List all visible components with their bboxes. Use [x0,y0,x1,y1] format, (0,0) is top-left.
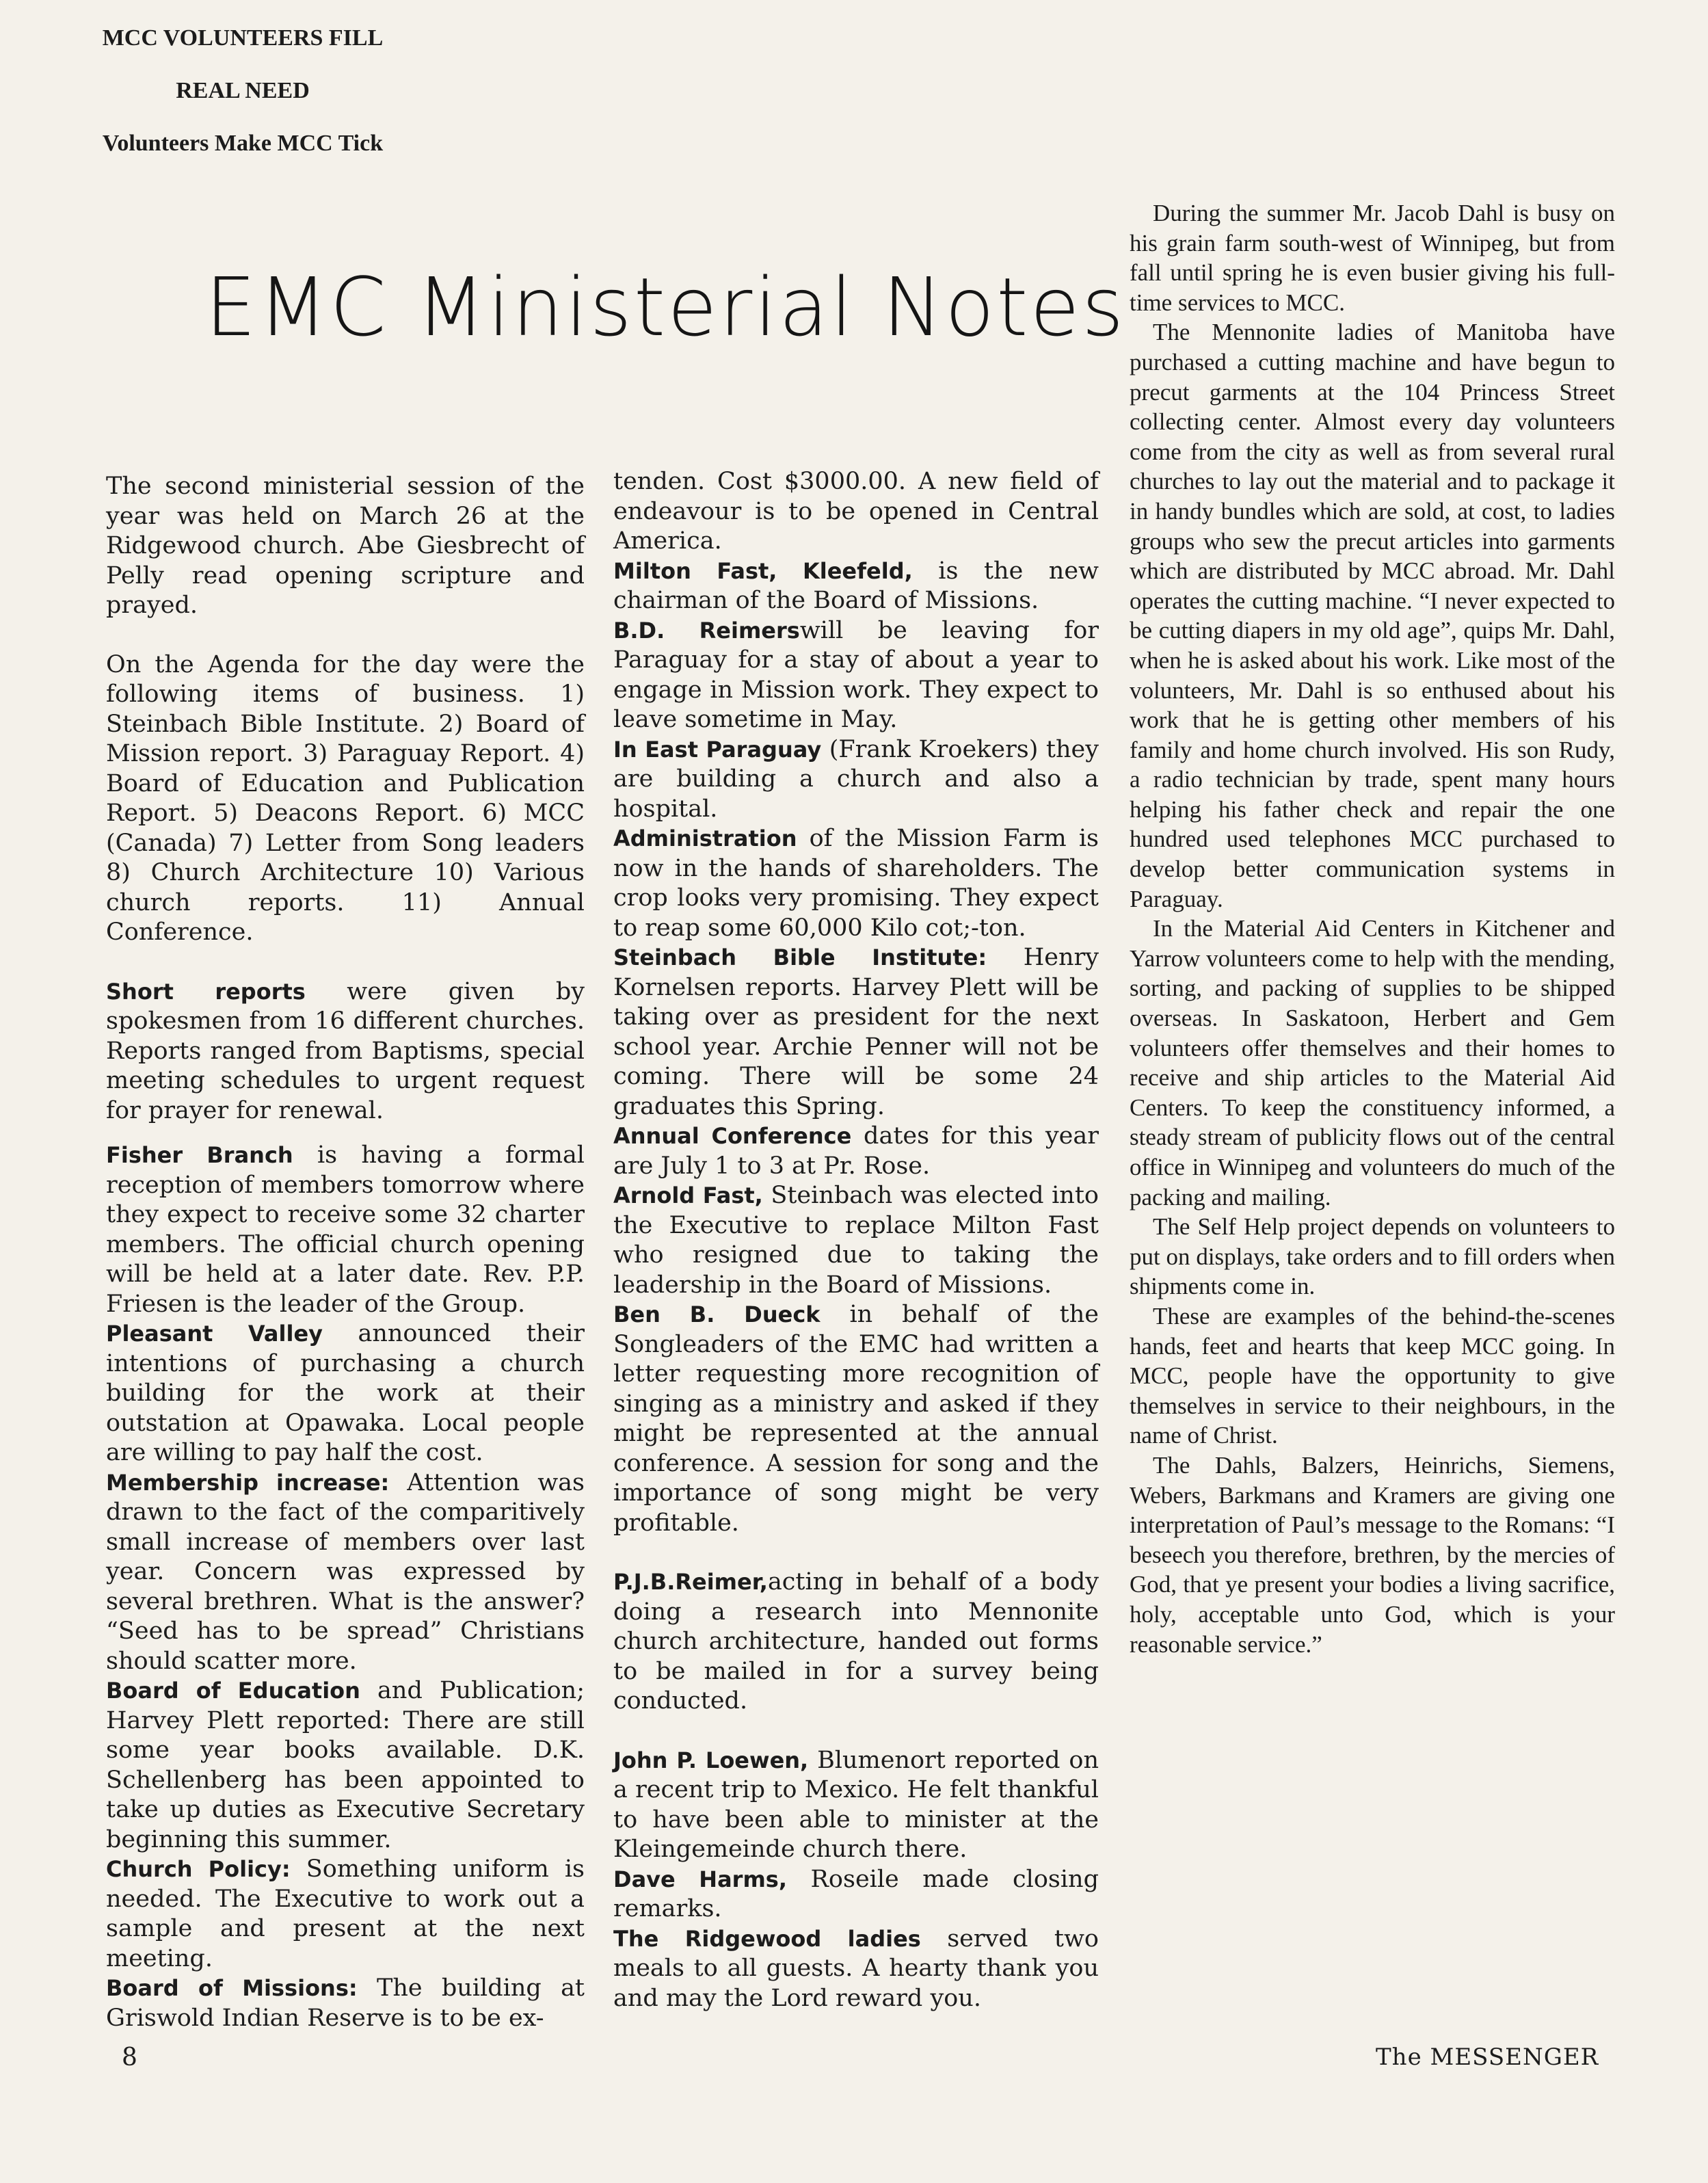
ben-dueck-paragraph [613,1300,1099,1538]
ridgewood-ladies-text: served two meals to all guests. A hearty thank you and may the Lord reward you. [613,1924,1099,2012]
church-policy-text: Something uniform is needed. The Executive to work out a sample and present at the next meeting. [106,1855,585,1972]
ridgewood-ladies-paragraph [613,1924,1099,2014]
administration-lead: Administration [613,825,797,851]
milton-fast-text: is the new chairman of the Board of Missions. [613,557,1099,614]
sbi-text: Henry Kornelsen reports. Harvey Plett will be taking over as president for the next school year. Archie Penner will not be coming. There will be some 24 graduates this Spring. [613,944,1099,1120]
dave-harms-paragraph [613,1865,1099,1924]
column-middle [613,467,1099,2013]
mcc-paragraph-3: In the Material Aid Centers in Kitchener and Yarrow volunteers come to help with the mending, sorting, and packing of supplies to be shipped overseas. In Saskatoon, Herbert and Gem volunteers offer themselves and their homes to receive and ship articles to the Material Aid Centers. To keep the constituency informed, a steady stream of publicity flows out of the central office in Winnipeg and volunteers do much of the packing and mailing. [1130,915,1615,1210]
board-missions-text: The building at Griswold Indian Reserve is to be ex- [106,1974,585,2032]
education-lead: Board of Education [106,1678,360,1704]
bd-reimers-paragraph [613,616,1099,735]
mcc-headline-line-1: MCC VOLUNTEERS FILL [102,25,384,51]
arnold-fast-paragraph [613,1181,1099,1300]
milton-fast-lead: Milton Fast, Kleefeld, [613,557,913,584]
agenda-paragraph: On the Agenda for the day were the following items of business. 1) Steinbach Bible Institute. 2) Board of Mission report. 3) Paraguay Report. 4) Board of Education and Publication Report. 5) Deacons Report. 6) MCC (Canada) 7) Letter from Song leaders 8) Church Architecture 10) Various church reports. 11) Annual Conference. [106,650,585,946]
ridgewood-ladies-lead: The Ridgewood ladies [613,1925,921,1952]
fisher-branch-lead: Fisher Branch [106,1142,293,1168]
bd-reimers-lead: B.D. Reimers [613,617,800,644]
column-left [106,472,585,2033]
east-paraguay-lead: In East Paraguay [613,736,822,763]
john-loewen-lead: John P. Loewen, [613,1747,809,1773]
pleasant-valley-lead: Pleasant Valley [106,1321,323,1347]
arnold-fast-lead: Arnold Fast, [613,1182,763,1208]
mcc-headline-line-2: REAL NEED [176,78,310,103]
intro-paragraph: The second ministerial session of the year was held on March 26 at the Ridgewood church. Abe Giesbrecht of Pelly read opening scripture and prayed. [106,473,585,619]
mcc-paragraph-5: These are examples of the behind-the-scenes hands, feet and hearts that keep MCC going. In MCC, people have the opportunity to give themselves in service to their neighbours, in the name of Christ. [1130,1302,1615,1449]
bd-reimers-text: will be leaving for Paraguay for a stay of about a year to engage in Mission work. They expect to leave sometime in May. [613,616,1099,733]
john-loewen-paragraph [613,1746,1099,1865]
church-policy-lead: Church Policy: [106,1856,291,1882]
annual-conference-paragraph [613,1122,1099,1181]
annual-conference-lead: Annual Conference [613,1123,852,1149]
east-paraguay-paragraph [613,735,1099,825]
ben-dueck-lead: Ben B. Dueck [613,1301,820,1327]
dave-harms-text: Roseile made closing remarks. [613,1865,1099,1922]
annual-conference-text: dates for this year are July 1 to 3 at Pr. Rose. [613,1122,1099,1180]
column-right [1130,198,1615,1659]
mcc-paragraph-4: The Self Help project depends on volunteers to put on displays, take orders and to fill orders when shipments come in. [1130,1213,1615,1300]
page-number: 8 [122,2043,137,2072]
membership-lead: Membership increase: [106,1469,390,1496]
pleasant-valley-paragraph [106,1319,585,1468]
milton-fast-paragraph [613,557,1099,616]
board-missions-paragraph [106,1974,585,2033]
east-paraguay-text: (Frank Kroekers) they are building a church and also a hospital. [613,735,1099,823]
administration-paragraph [613,824,1099,943]
pjb-reimer-text: acting in behalf of a body doing a research into Mennonite church architecture, handed out forms to be mailed in for a survey being conducted. [613,1568,1099,1715]
page-title: EMC Ministerial Notes [205,260,1126,354]
pjb-reimer-lead: P.J.B.Reimer, [613,1569,768,1595]
mcc-subheadline: Volunteers Make MCC Tick [102,131,384,156]
continuation-paragraph: tenden. Cost $3000.00. A new field of endeavour is to be opened in Central America. [613,468,1099,555]
dave-harms-lead: Dave Harms, [613,1866,787,1892]
membership-paragraph [106,1468,585,1677]
administration-text: of the Mission Farm is now in the hands of shareholders. The crop looks very promising. They expect to reap some 60,000 Kilo cot;-ton. [613,825,1099,942]
publication-name: The MESSENGER [1376,2043,1599,2071]
ben-dueck-text: in behalf of the Songleaders of the EMC had written a letter requesting more recognition of singing as a ministry and asked if they might be represented at the annual conference. A session for song and the importance of song might be very profitable. [613,1301,1099,1537]
education-text: and Publication; Harvey Plett reported: There are still some year books available. D.K. Schellenberg has been appointed to take up duties as Executive Secretary beginning this summer. [106,1677,585,1853]
membership-text: Attention was drawn to the fact of the comparitively small increase of members over last year. Concern was expressed by several brethren. What is the answer? “Seed has to be spread” Christians should scatter more. [106,1468,585,1675]
board-missions-lead: Board of Missions: [106,1975,358,2001]
arnold-fast-text: Steinbach was elected into the Executive to replace Milton Fast who resigned due to taking the leadership in the Board of Missions. [613,1182,1099,1299]
sbi-paragraph [613,943,1099,1122]
fisher-branch-paragraph [106,1141,585,1319]
education-paragraph [106,1676,585,1855]
church-policy-paragraph [106,1855,585,1974]
short-reports-paragraph [106,977,585,1126]
short-reports-lead: Short reports [106,978,306,1005]
john-loewen-text: Blumenort reported on a recent trip to Mexico. He felt thankful to have been able to minister at the Kleingemeinde church there. [613,1746,1099,1863]
pleasant-valley-text: announced their intentions of purchasing a church building for the work at their outstation at Opawaka. Local people are willing to pay half the cost. [106,1320,585,1466]
sbi-lead: Steinbach Bible Institute: [613,944,987,970]
mcc-paragraph-6: The Dahls, Balzers, Heinrichs, Siemens, Webers, Barkmans and Kramers are giving one interpretation of Paul’s message to the Romans: “I beseech you therefore, brethren, by the mercies of God, that ye present your bodies a living sacrifice, holy, acceptable unto God, which is your reasonable service.” [1130,1451,1615,1658]
mcc-paragraph-2: The Mennonite ladies of Manitoba have purchased a cutting machine and have begun to precut garments at the 104 Princess Street collecting center. Almost every day volunteers come from the city as well as from several rural churches to lay out the material and to package it in handy bundles which are sold, at cost, to ladies groups who sew the precut articles into garments which are distributed by MCC abroad. Mr. Dahl operates the cutting machine. “I never expected to be cutting diapers in my old age”, quips Mr. Dahl, when he is asked about his work. Like most of the volunteers, Mr. Dahl is so enthused about his work that he is getting other members of his family and home church involved. His son Rudy, a radio technician by trade, spent many hours helping his father check and repair the one hundred used telephones MCC purchased to develop better communication systems in Paraguay. [1130,319,1615,912]
short-reports-text: were given by spokesmen from 16 different churches. Reports ranged from Baptisms, special meeting schedules to urgent request for prayer for renewal. [106,977,585,1124]
mcc-paragraph-1: During the summer Mr. Jacob Dahl is busy on his grain farm south-west of Winnipeg, but from fall until spring he is even busier giving his full-time services to MCC. [1130,200,1615,316]
mcc-article-header [0,23,485,158]
fisher-branch-text: is having a formal reception of members tomorrow where they expect to receive some 32 charter members. The official church opening will be held at a later date. Rev. P.P. Friesen is the leader of the Group. [106,1141,585,1318]
pjb-reimer-paragraph [613,1567,1099,1717]
